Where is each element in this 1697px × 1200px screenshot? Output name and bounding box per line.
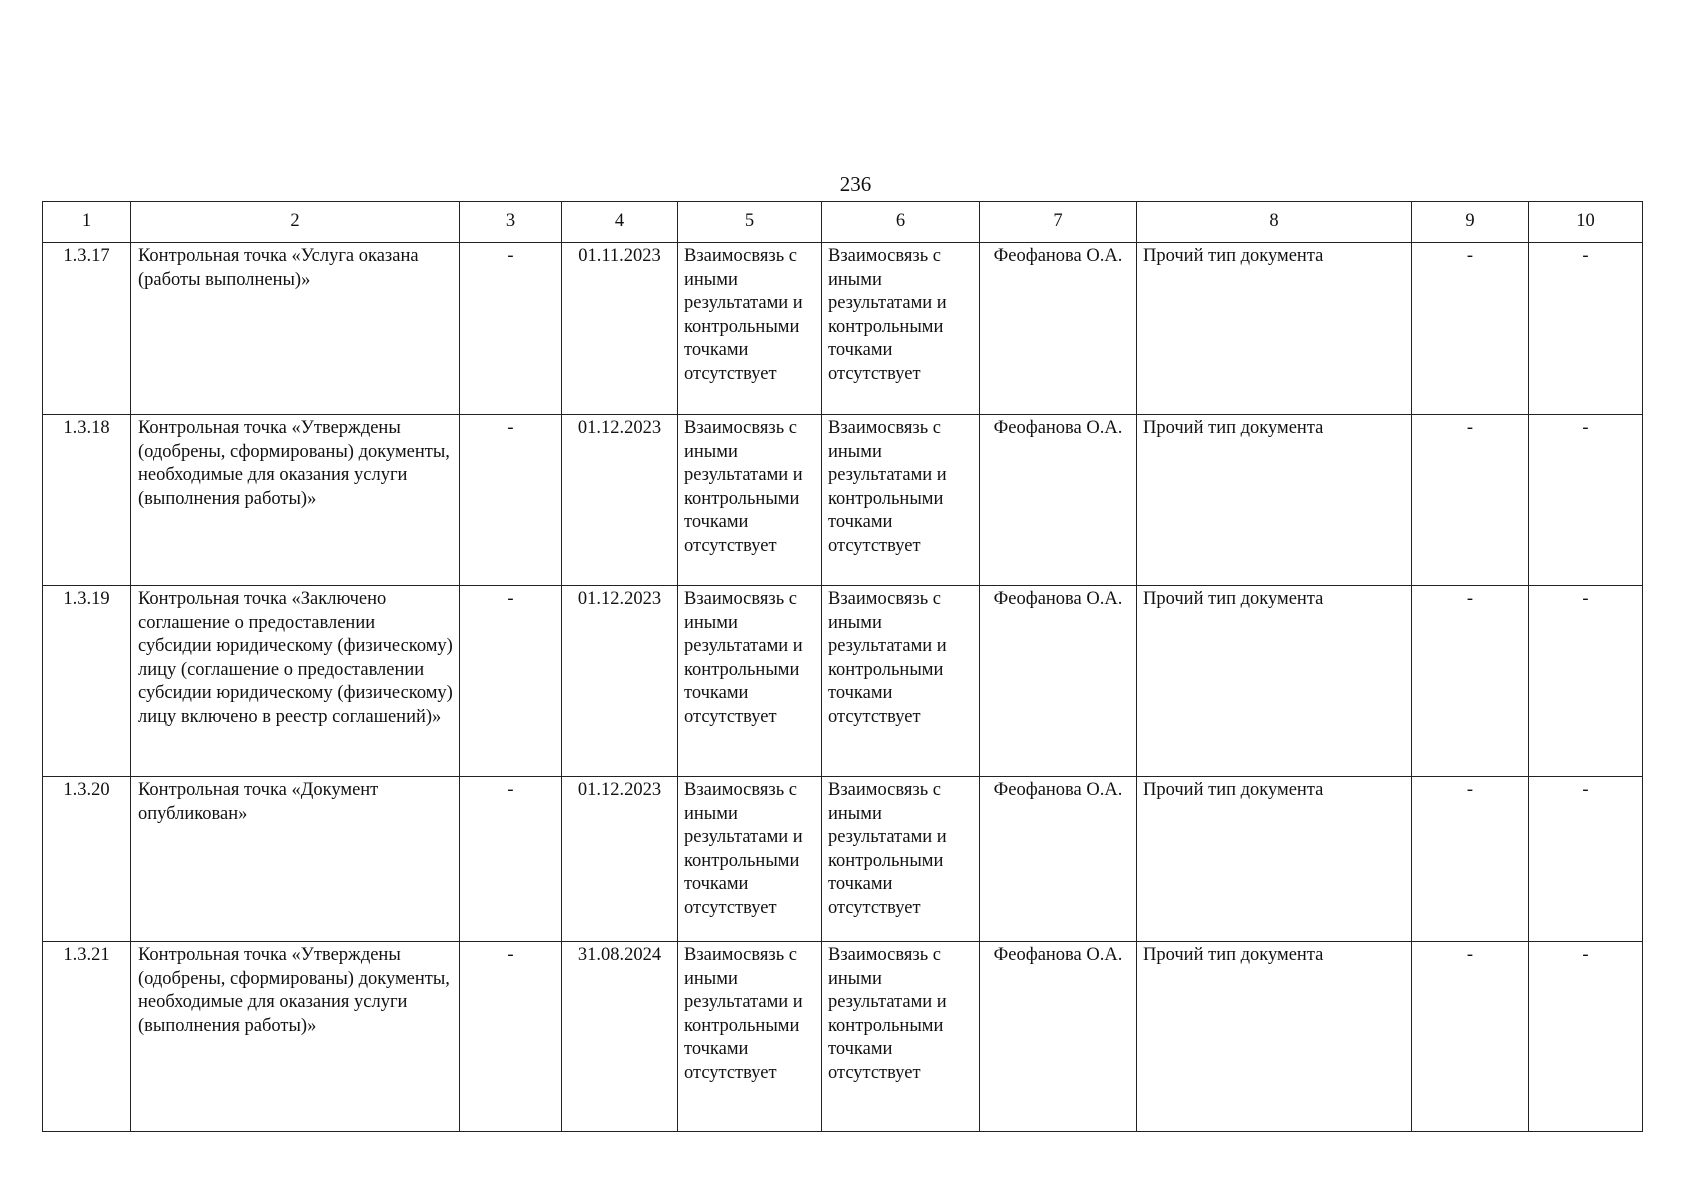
column-header-9: 9 bbox=[1412, 202, 1529, 243]
relation-line: контрольными bbox=[684, 488, 800, 509]
relation-line: контрольными bbox=[828, 316, 944, 337]
column-9-value: - bbox=[1412, 942, 1529, 1132]
relation-line: точками bbox=[828, 683, 893, 703]
relation-line: результатами и bbox=[684, 636, 803, 656]
relation-cell-6 bbox=[822, 415, 980, 586]
relation-line: контрольными bbox=[828, 659, 944, 680]
relation-line: иными bbox=[684, 269, 738, 290]
relation-line: отсутствует bbox=[828, 706, 921, 727]
relation-line: результатами и bbox=[684, 293, 803, 313]
relation-line: Взаимосвязь с bbox=[828, 246, 941, 266]
relation-line: результатами и bbox=[828, 465, 947, 485]
control-point-name: Контрольная точка «Заключено соглашение о предоставлении субсидии юридическому (физическому) лицу (соглашение о предоставлении субсидии юридическому (физическому) лицу включено в реестр соглашений)» bbox=[131, 586, 460, 777]
relation-line: иными bbox=[828, 441, 882, 462]
column-header-6: 6 bbox=[822, 202, 980, 243]
relation-line: контрольными bbox=[684, 659, 800, 680]
column-9-value: - bbox=[1412, 586, 1529, 777]
column-9-value: - bbox=[1412, 243, 1529, 415]
row-number: 1.3.17 bbox=[43, 243, 131, 415]
column-header-4: 4 bbox=[562, 202, 678, 243]
relation-line: результатами и bbox=[828, 293, 947, 313]
document-type: Прочий тип документа bbox=[1137, 586, 1412, 777]
relation-line: точками bbox=[684, 1039, 749, 1059]
relation-line: контрольными bbox=[828, 488, 944, 509]
relation-cell-5 bbox=[678, 942, 822, 1132]
relation-line: контрольными bbox=[828, 850, 944, 871]
column-header-1: 1 bbox=[43, 202, 131, 243]
relation-line: иными bbox=[684, 803, 738, 824]
column-10-value: - bbox=[1529, 415, 1643, 586]
row-number: 1.3.20 bbox=[43, 777, 131, 942]
relation-line: отсутствует bbox=[684, 363, 777, 384]
relation-line: точками bbox=[828, 340, 893, 360]
relation-line: Взаимосвязь с bbox=[684, 780, 797, 800]
relation-line: Взаимосвязь с bbox=[684, 418, 797, 438]
control-point-name: Контрольная точка «Услуга оказана (работы выполнены)» bbox=[131, 243, 460, 415]
relation-line: точками bbox=[684, 874, 749, 894]
relation-line: точками bbox=[684, 512, 749, 532]
document-type: Прочий тип документа bbox=[1137, 777, 1412, 942]
row-number: 1.3.21 bbox=[43, 942, 131, 1132]
relation-line: иными bbox=[828, 803, 882, 824]
relation-line: точками bbox=[828, 874, 893, 894]
relation-line: иными bbox=[828, 269, 882, 290]
column-3-value: - bbox=[460, 777, 562, 942]
relation-cell-5 bbox=[678, 777, 822, 942]
relation-line: отсутствует bbox=[828, 535, 921, 556]
document-type: Прочий тип документа bbox=[1137, 942, 1412, 1132]
column-10-value: - bbox=[1529, 243, 1643, 415]
relation-line: результатами и bbox=[684, 465, 803, 485]
control-point-name: Контрольная точка «Утверждены (одобрены, сформированы) документы, необходимые для оказания услуги (выполнения работы)» bbox=[131, 942, 460, 1132]
column-9-value: - bbox=[1412, 415, 1529, 586]
relation-line: отсутствует bbox=[828, 897, 921, 918]
relation-line: отсутствует bbox=[684, 535, 777, 556]
responsible-person: Феофанова О.А. bbox=[980, 777, 1137, 942]
relation-line: контрольными bbox=[684, 316, 800, 337]
relation-line: результатами и bbox=[684, 992, 803, 1012]
relation-line: отсутствует bbox=[828, 363, 921, 384]
relation-cell-5 bbox=[678, 243, 822, 415]
due-date: 01.11.2023 bbox=[562, 243, 678, 415]
column-header-2: 2 bbox=[131, 202, 460, 243]
relation-line: контрольными bbox=[684, 1015, 800, 1036]
column-10-value: - bbox=[1529, 586, 1643, 777]
relation-line: Взаимосвязь с bbox=[684, 945, 797, 965]
relation-line: Взаимосвязь с bbox=[828, 589, 941, 609]
relation-line: точками bbox=[684, 683, 749, 703]
relation-line: иными bbox=[684, 612, 738, 633]
relation-cell-6 bbox=[822, 243, 980, 415]
relation-line: результатами и bbox=[828, 636, 947, 656]
relation-line: отсутствует bbox=[828, 1062, 921, 1083]
column-header-8: 8 bbox=[1137, 202, 1412, 243]
row-number: 1.3.19 bbox=[43, 586, 131, 777]
table-row bbox=[43, 942, 1643, 1132]
page-number: 236 bbox=[839, 172, 872, 196]
column-header-3: 3 bbox=[460, 202, 562, 243]
responsible-person: Феофанова О.А. bbox=[980, 942, 1137, 1132]
column-10-value: - bbox=[1529, 942, 1643, 1132]
relation-line: точками bbox=[828, 1039, 893, 1059]
control-point-name: Контрольная точка «Документ опубликован» bbox=[131, 777, 460, 942]
due-date: 01.12.2023 bbox=[562, 777, 678, 942]
column-3-value: - bbox=[460, 942, 562, 1132]
header-row bbox=[43, 202, 1643, 243]
table-row bbox=[43, 243, 1643, 415]
column-header-5: 5 bbox=[678, 202, 822, 243]
relation-line: Взаимосвязь с bbox=[684, 589, 797, 609]
relation-line: отсутствует bbox=[684, 897, 777, 918]
table-row bbox=[43, 415, 1643, 586]
relation-line: иными bbox=[828, 968, 882, 989]
responsible-person: Феофанова О.А. bbox=[980, 243, 1137, 415]
row-number: 1.3.18 bbox=[43, 415, 131, 586]
due-date: 01.12.2023 bbox=[562, 415, 678, 586]
document-type: Прочий тип документа bbox=[1137, 415, 1412, 586]
column-3-value: - bbox=[460, 415, 562, 586]
relation-line: точками bbox=[684, 340, 749, 360]
relation-line: иными bbox=[684, 968, 738, 989]
relation-line: Взаимосвязь с bbox=[684, 246, 797, 266]
relation-line: Взаимосвязь с bbox=[828, 418, 941, 438]
control-points-table bbox=[42, 201, 1643, 1132]
column-3-value: - bbox=[460, 243, 562, 415]
relation-line: результатами и bbox=[684, 827, 803, 847]
relation-cell-5 bbox=[678, 415, 822, 586]
relation-line: точками bbox=[828, 512, 893, 532]
column-9-value: - bbox=[1412, 777, 1529, 942]
relation-line: иными bbox=[684, 441, 738, 462]
column-3-value: - bbox=[460, 586, 562, 777]
relation-cell-6 bbox=[822, 777, 980, 942]
relation-line: результатами и bbox=[828, 827, 947, 847]
relation-cell-6 bbox=[822, 942, 980, 1132]
responsible-person: Феофанова О.А. bbox=[980, 586, 1137, 777]
control-point-name: Контрольная точка «Утверждены (одобрены, сформированы) документы, необходимые для оказания услуги (выполнения работы)» bbox=[131, 415, 460, 586]
column-header-10: 10 bbox=[1529, 202, 1643, 243]
relation-line: контрольными bbox=[684, 850, 800, 871]
relation-line: Взаимосвязь с bbox=[828, 780, 941, 800]
relation-cell-5 bbox=[678, 586, 822, 777]
table-row bbox=[43, 586, 1643, 777]
relation-line: результатами и bbox=[828, 992, 947, 1012]
relation-line: отсутствует bbox=[684, 1062, 777, 1083]
relation-line: отсутствует bbox=[684, 706, 777, 727]
due-date: 01.12.2023 bbox=[562, 586, 678, 777]
relation-line: контрольными bbox=[828, 1015, 944, 1036]
responsible-person: Феофанова О.А. bbox=[980, 415, 1137, 586]
column-10-value: - bbox=[1529, 777, 1643, 942]
table-row bbox=[43, 777, 1643, 942]
document-type: Прочий тип документа bbox=[1137, 243, 1412, 415]
relation-cell-6 bbox=[822, 586, 980, 777]
column-header-7: 7 bbox=[980, 202, 1137, 243]
relation-line: Взаимосвязь с bbox=[828, 945, 941, 965]
due-date: 31.08.2024 bbox=[562, 942, 678, 1132]
relation-line: иными bbox=[828, 612, 882, 633]
